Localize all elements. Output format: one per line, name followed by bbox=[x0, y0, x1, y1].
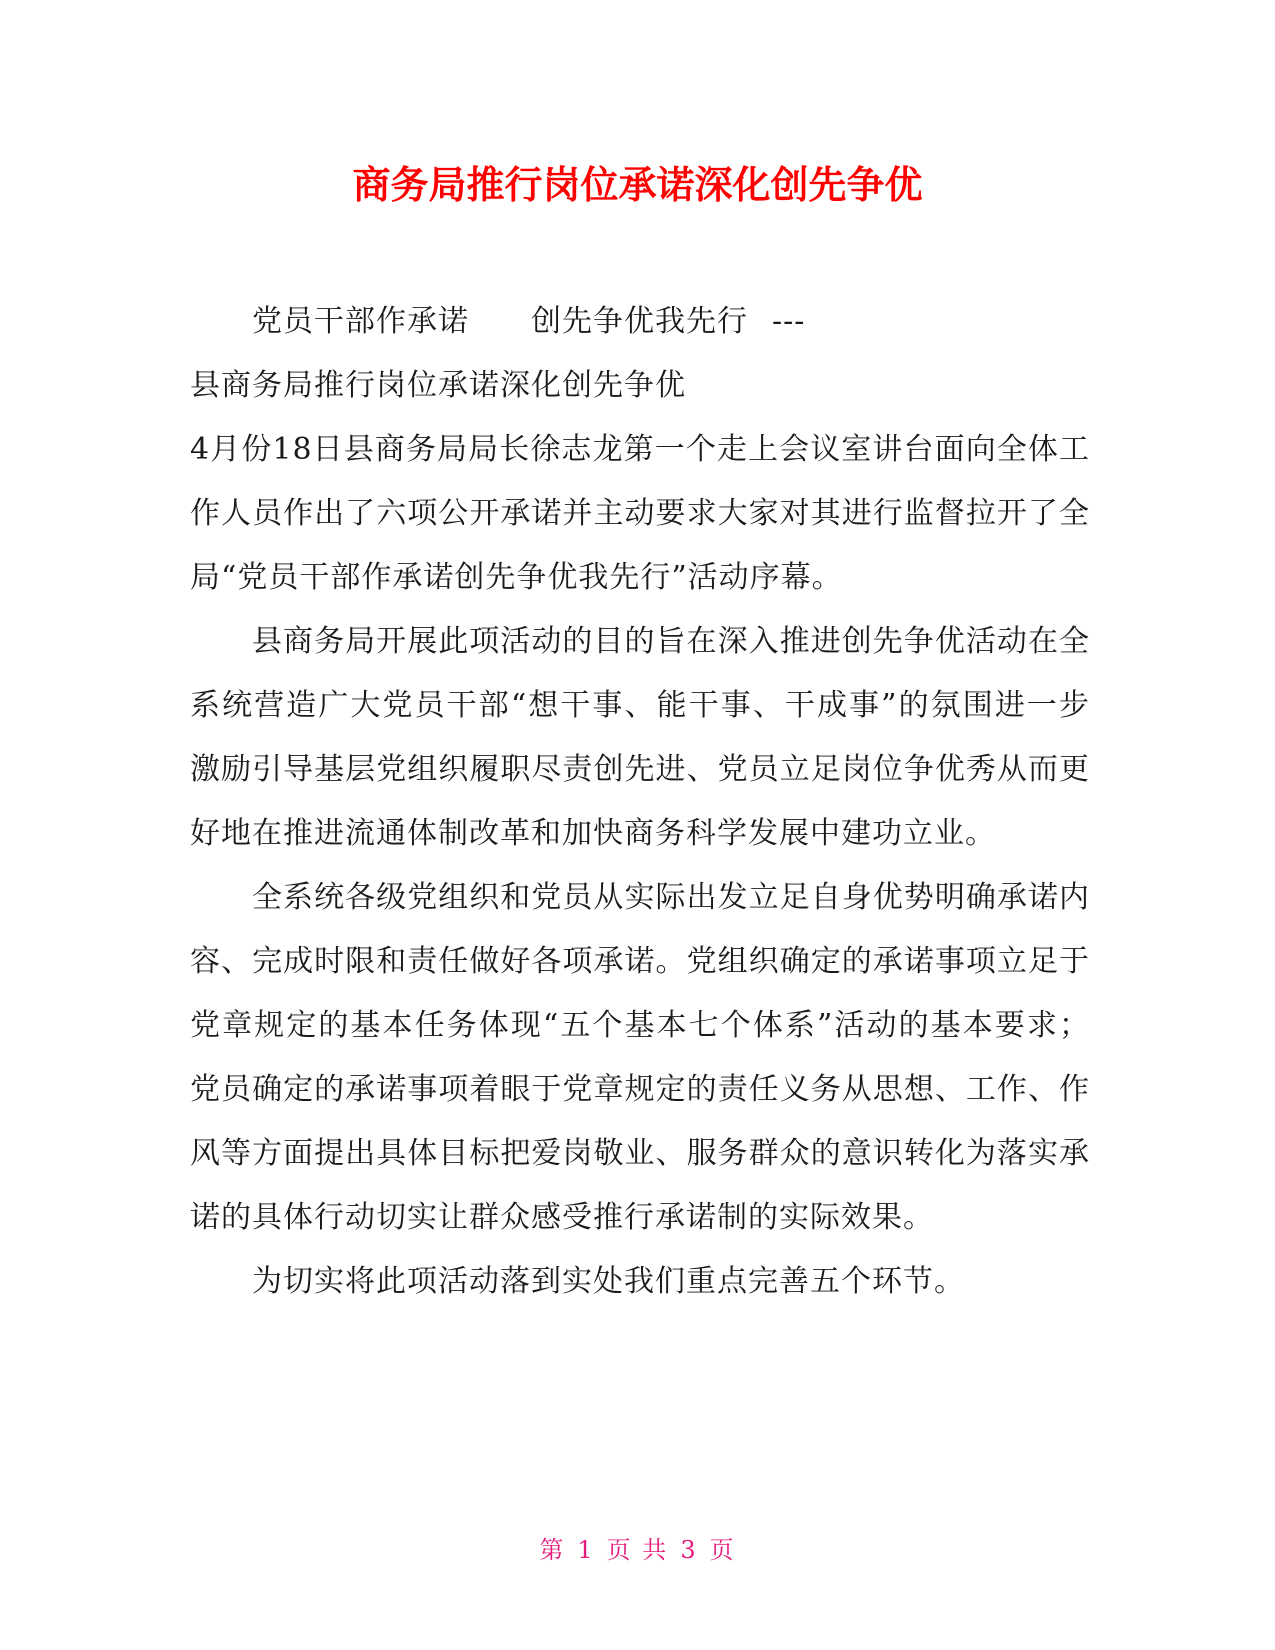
footer-middle: 页 共 bbox=[606, 1536, 669, 1564]
document-body bbox=[190, 290, 1090, 1314]
intro-part2: 创先争优我先行 bbox=[531, 304, 748, 339]
document-title: 商务局推行岗位承诺深化创先争优 bbox=[352, 163, 923, 207]
paragraph-3: 全系统各级党组织和党员从实际出发立足自身优势明确承诺内容、完成时限和责任做好各项承诺。党组织确定的承诺事项立足于党章规定的基本任务体现“五个基本七个体系”活动的基本要求；党员确定的承诺事项着眼于党章规定的责任义务从思想、工作、作风等方面提出具体目标把爱岗敬业、服务群众的意识转化为落实承诺的具体行动切实让群众感受推行承诺制的实际效果。 bbox=[190, 880, 1090, 1235]
paragraph-1: 4月份18日县商务局局长徐志龙第一个走上会议室讲台面向全体工作人员作出了六项公开承诺并主动要求大家对其进行监督拉开了全局“党员干部作承诺创先争优我先行”活动序幕。 bbox=[190, 432, 1090, 595]
intro-line bbox=[190, 290, 1090, 354]
paragraph-4: 为切实将此项活动落到实处我们重点完善五个环节。 bbox=[252, 1264, 965, 1299]
paragraph-2: 县商务局开展此项活动的目的旨在深入推进创先争优活动在全系统营造广大党员干部“想干事、能干事、干成事”的氛围进一步激励引导基层党组织履职尽责创先进、党员立足岗位争优秀从而更好地在推进流通体制改革和加快商务科学发展中建功立业。 bbox=[190, 624, 1090, 851]
intro-part1: 党员干部作承诺 bbox=[252, 304, 469, 339]
footer-suffix: 页 bbox=[709, 1536, 736, 1564]
intro-subtitle: 县商务局推行岗位承诺深化创先争优 bbox=[190, 368, 686, 403]
footer-total-pages: 3 bbox=[680, 1536, 698, 1564]
footer-prefix: 第 bbox=[539, 1536, 566, 1564]
footer-page-number: 1 bbox=[577, 1536, 595, 1564]
page-footer bbox=[0, 1535, 1275, 1565]
intro-dashes: --- bbox=[772, 304, 806, 339]
